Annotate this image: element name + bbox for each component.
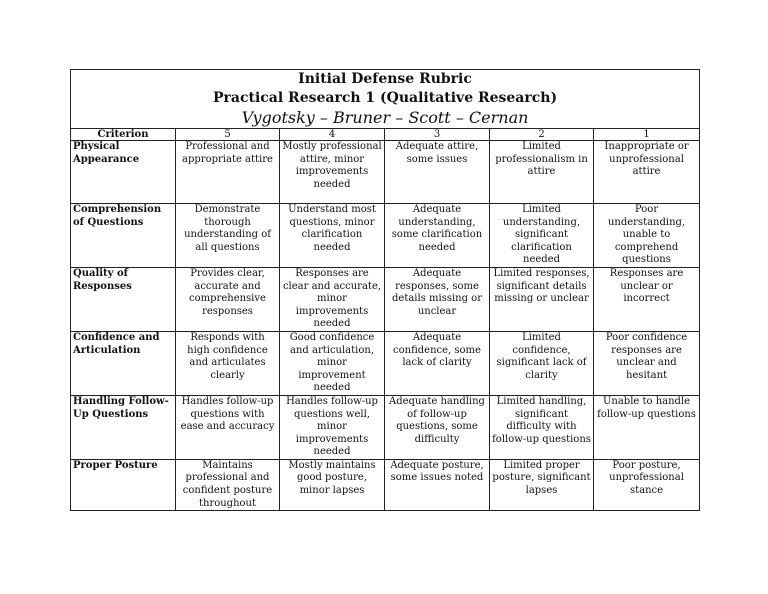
descriptor-cell: Adequate responses, some details missing or unclear [385, 267, 490, 331]
rubric-table [70, 69, 700, 511]
criterion-cell: Handling Follow-Up Questions [71, 395, 176, 459]
descriptor-cell: Maintains professional and confident posture throughout [176, 459, 280, 510]
descriptor-cell: Adequate posture, some issues noted [385, 459, 490, 510]
descriptor-cell: Limited professionalism in attire [490, 141, 594, 204]
course-title: Practical Research 1 (Qualitative Research) [212, 90, 558, 106]
descriptor-cell: Limited responses, significant details missing or unclear [490, 267, 594, 331]
descriptor-cell: Adequate attire, some issues [385, 141, 490, 204]
score-2-header: 2 [490, 129, 594, 141]
table-row [71, 395, 700, 459]
descriptor-cell: Poor posture, unprofessional stance [594, 459, 700, 510]
descriptor-cell: Responses are clear and accurate, minor improvements needed [280, 267, 385, 331]
score-1-header: 1 [594, 129, 700, 141]
descriptor-cell: Understand most questions, minor clarification needed [280, 204, 385, 268]
descriptor-cell: Good confidence and articulation, minor improvement needed [280, 331, 385, 395]
group-names: Vygotsky – Bruner – Scott – Cernan [241, 108, 529, 127]
title-block [71, 70, 700, 129]
descriptor-cell: Limited confidence, significant lack of clarity [490, 331, 594, 395]
table-row [71, 331, 700, 395]
criterion-header: Criterion [71, 129, 176, 141]
descriptor-cell: Responds with high confidence and articulates clearly [176, 331, 280, 395]
descriptor-cell: Limited handling, significant difficulty with follow-up questions [490, 395, 594, 459]
criterion-cell: Confidence and Articulation [71, 331, 176, 395]
rubric-title: Initial Defense Rubric [298, 71, 472, 87]
criterion-cell: Physical Appearance [71, 141, 176, 204]
descriptor-cell: Unable to handle follow-up questions [594, 395, 700, 459]
score-4-header: 4 [280, 129, 385, 141]
header-row [71, 129, 700, 141]
descriptor-cell: Poor confidence responses are unclear and hesitant [594, 331, 700, 395]
descriptor-cell: Mostly maintains good posture, minor lapses [280, 459, 385, 510]
descriptor-cell: Adequate understanding, some clarification needed [385, 204, 490, 268]
score-3-header: 3 [385, 129, 490, 141]
criterion-cell: Comprehension of Questions [71, 204, 176, 268]
score-5-header: 5 [176, 129, 280, 141]
criterion-cell: Proper Posture [71, 459, 176, 510]
descriptor-cell: Provides clear, accurate and comprehensive responses [176, 267, 280, 331]
criterion-cell: Quality of Responses [71, 267, 176, 331]
descriptor-cell: Poor understanding, unable to comprehend questions [594, 204, 700, 268]
descriptor-cell: Adequate handling of follow-up questions, some difficulty [385, 395, 490, 459]
descriptor-cell: Handles follow-up questions with ease and accuracy [176, 395, 280, 459]
table-row [71, 459, 700, 510]
descriptor-cell: Demonstrate thorough understanding of all questions [176, 204, 280, 268]
table-row [71, 141, 700, 204]
descriptor-cell: Inappropriate or unprofessional attire [594, 141, 700, 204]
descriptor-cell: Handles follow-up questions well, minor improvements needed [280, 395, 385, 459]
descriptor-cell: Adequate confidence, some lack of clarity [385, 331, 490, 395]
descriptor-cell: Mostly professional attire, minor improvements needed [280, 141, 385, 204]
descriptor-cell: Professional and appropriate attire [176, 141, 280, 204]
descriptor-cell: Limited understanding, significant clarification needed [490, 204, 594, 268]
descriptor-cell: Responses are unclear or incorrect [594, 267, 700, 331]
table-row [71, 204, 700, 268]
descriptor-cell: Limited proper posture, significant lapses [490, 459, 594, 510]
table-row [71, 267, 700, 331]
